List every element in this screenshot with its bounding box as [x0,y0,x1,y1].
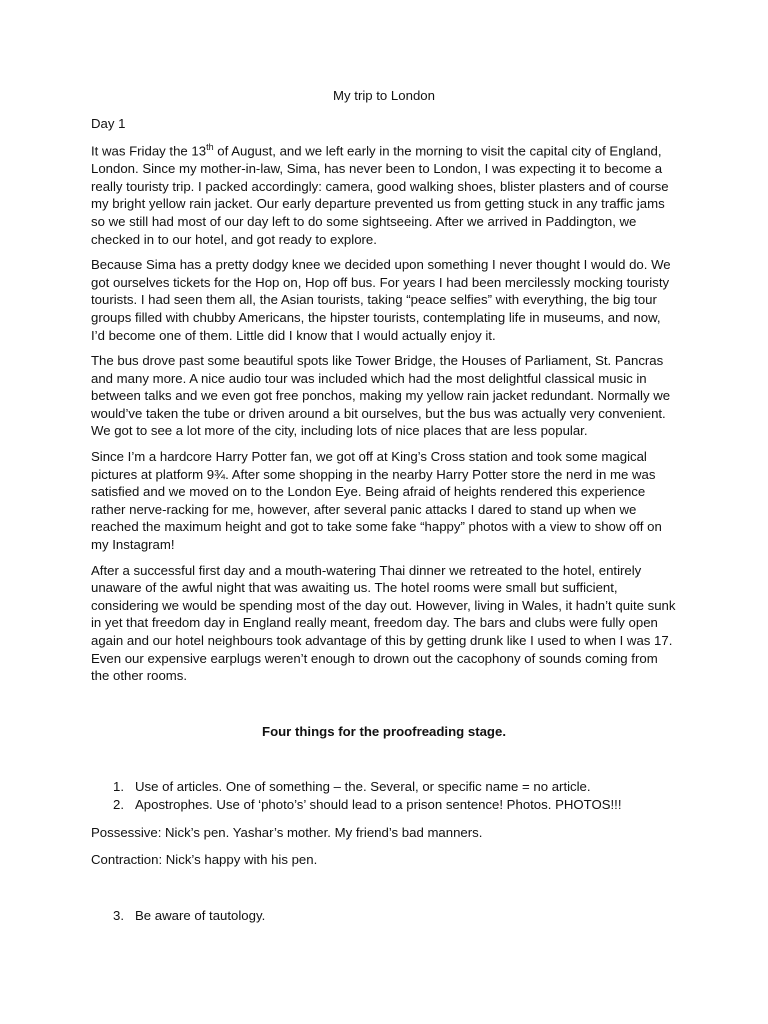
paragraph-3: The bus drove past some beautiful spots like Tower Bridge, the Houses of Parliament, St. Pancras and many more. A nice audio tour was included which had the most delightful classical music in between talks and we even got free ponchos, making my yellow rain jacket redundant. Normally we would’ve taken the tube or driven around a bit ourselves, but the bus was actually very convenient. We got to see a lot more of the city, including lots of nice places that are less popular. [91,353,671,439]
paragraph-1-rest: of August, and we left early in the morning to visit the capital city of England, London. Since my mother-in-law, Sima, has never been to London, I was expecting it to become a really touristy trip. I packed accordingly: camera, good walking shoes, blister plasters and of course my bright yellow rain jacket. Our early departure prevented us from getting stuck in any traffic jams so we still had most of our day left to do some sightseeing. After we arrived in Paddington, we checked in to our hotel, and got ready to explore. [91,143,669,247]
paragraph-1 [91,139,677,248]
list-item [91,778,677,796]
paragraph-4: Since I’m a hardcore Harry Potter fan, we got off at King’s Cross station and took some magical pictures at platform 9¾. After some shopping in the nearby Harry Potter store the nerd in me was satisfied and we moved on to the London Eye. Being afraid of heights rendered this experience rather nerve-racking for me, however, after several panic attacks I dared to stand up when we reached the maximum height and got to take some fake “happy” photos with a view to show off on my Instagram! [91,449,662,553]
proofreading-list [91,778,677,813]
section-subheading: Four things for the proofreading stage. [262,723,506,739]
list-item-text: Apostrophes. Use of ‘photo’s’ should lead to a prison sentence! Photos. PHOTOS!!! [135,796,622,812]
list-item-number: 1. [113,779,124,795]
paragraph-1-start: It was Friday the 13 [91,143,207,159]
contraction-example: Contraction: Nick’s happy with his pen. [91,852,318,868]
document-content [91,87,677,930]
list-item [91,796,677,814]
possessive-example: Possessive: Nick’s pen. Yashar’s mother. My friend’s bad manners. [91,824,483,840]
ordinal-superscript: th [206,142,214,153]
list-item-number: 2. [113,796,124,812]
paragraph-5: After a successful first day and a mouth-watering Thai dinner we retreated to the hotel, entirely unaware of the awful night that was awaiting us. The hotel rooms were small but sufficient, considering we would be spending most of the day out. However, living in Wales, it hadn’t quite sunk in yet that freedom day in England really meant, freedom day. The bars and clubs were fully open again and our hotel neighbours took advantage of this by getting drunk like I used to when I was 17. Even our expensive earplugs weren’t enough to drown out the cacophony of sounds coming from the other rooms. [91,562,676,684]
day-label: Day 1 [91,115,126,131]
proofreading-list-continued [91,907,677,925]
list-item-number: 3. [113,907,124,923]
list-item-text: Be aware of tautology. [135,907,266,923]
list-item [91,907,677,925]
document-title: My trip to London [333,88,435,103]
paragraph-2: Because Sima has a pretty dodgy knee we decided upon something I never thought I would do. We got ourselves tickets for the Hop on, Hop off bus. For years I had been mercilessly mocking touristy tourists. I had seen them all, the Asian tourists, taking “peace selfies” with everything, the big tour groups filled with chubby Americans, the hipster tourists, contemplating life in museums, and now, I’d become one of them. Little did I know that I would actually enjoy it. [91,257,671,343]
list-item-text: Use of articles. One of something – the. Several, or specific name = no article. [135,779,591,795]
